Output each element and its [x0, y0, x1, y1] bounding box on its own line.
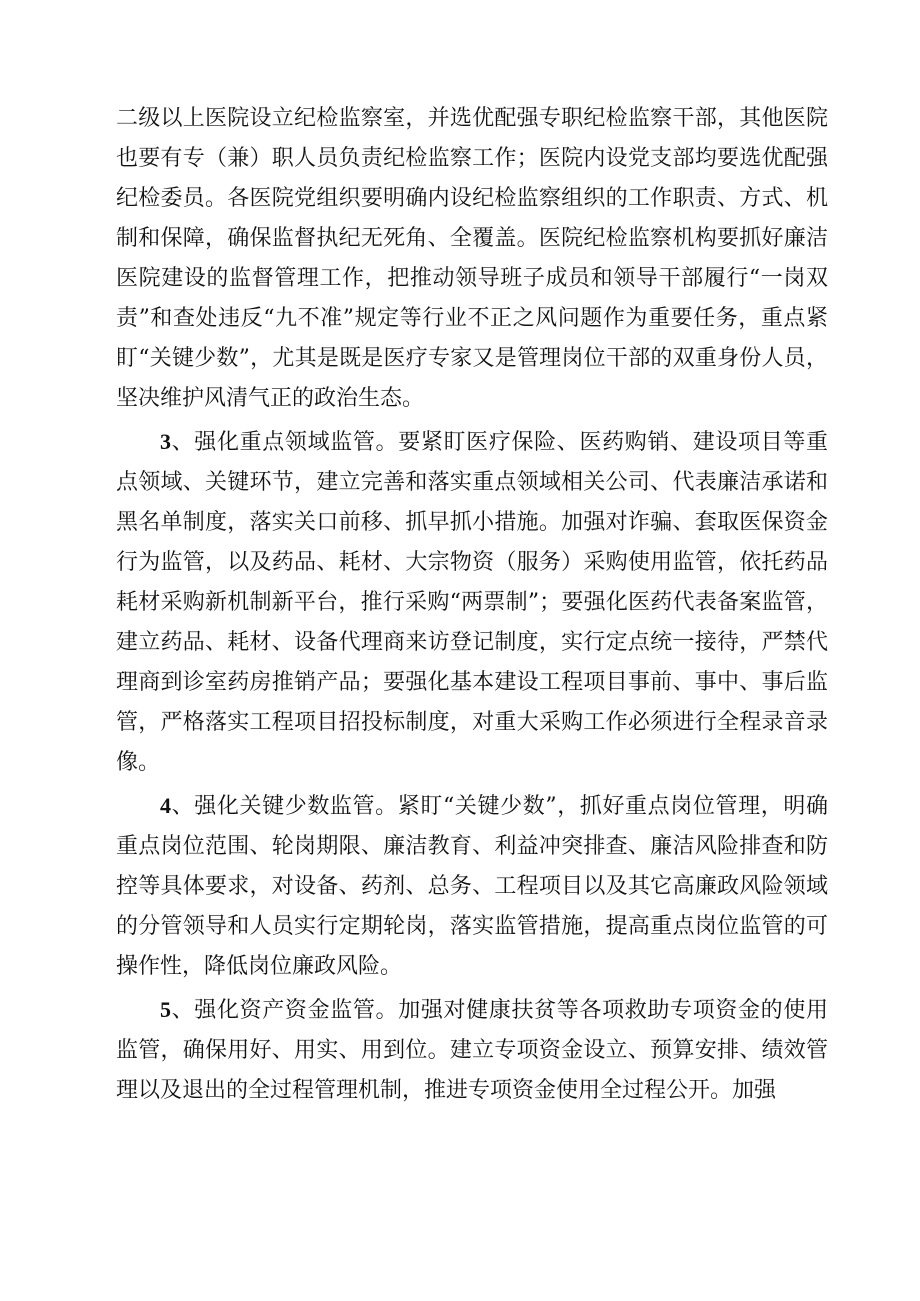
- item-number: 3: [160, 429, 171, 454]
- paragraph-text: 、强化资产资金监管。加强对健康扶贫等各项救助专项资金的使用监管，确保用好、用实、用到位。建立专项资金设立、预算安排、绩效管理以及退出的全过程管理机制，推进专项资金使用全过程公开。加强: [116, 998, 828, 1103]
- paragraph-item-4: [116, 786, 828, 987]
- paragraph-text: 、强化关键少数监管。紧盯“关键少数”，抓好重点岗位管理，明确重点岗位范围、轮岗期限、廉洁教育、利益冲突排查、廉洁风险排查和防控等具体要求，对设备、药剂、总务、工程项目以及其它高廉政风险领域的分管领导和人员实行定期轮岗，落实监管措施，提高重点岗位监管的可操作性，降低岗位廉政风险。: [116, 794, 828, 979]
- paragraph-continued: [116, 99, 828, 419]
- paragraph-item-3: [116, 422, 828, 783]
- paragraph-text: 二级以上医院设立纪检监察室，并选优配强专职纪检监察干部，其他医院也要有专（兼）职人员负责纪检监察工作；医院内设党支部均要选优配强纪检委员。各医院党组织要明确内设纪检监察组织的工作职责、方式、机制和保障，确保监督执纪无死角、全覆盖。医院纪检监察机构要抓好廉洁医院建设的监督管理工作，把推动领导班子成员和领导干部履行“一岗双责”和查处违反“九不准”规定等行业不正之风问题作为重要任务，重点紧盯“关键少数”，尤其是既是医疗专家又是管理岗位干部的双重身份人员，坚决维护风清气正的政治生态。: [116, 106, 828, 411]
- item-number: 4: [160, 793, 171, 818]
- item-number: 5: [160, 997, 171, 1022]
- paragraph-text: 、强化重点领域监管。要紧盯医疗保险、医药购销、建设项目等重点领域、关键环节，建立完善和落实重点领域相关公司、代表廉洁承诺和黑名单制度，落实关口前移、抓早抓小措施。加强对诈骗、套取医保资金行为监管，以及药品、耗材、大宗物资（服务）采购使用监管，依托药品耗材采购新机制新平台，推行采购“两票制”；要强化医药代表备案监管，建立药品、耗材、设备代理商来访登记制度，实行定点统一接待，严禁代理商到诊室药房推销产品；要强化基本建设工程项目事前、事中、事后监管，严格落实工程项目招投标制度，对重大采购工作必须进行全程录音录像。: [116, 430, 828, 775]
- document-body: [116, 99, 828, 1114]
- paragraph-item-5: [116, 990, 828, 1111]
